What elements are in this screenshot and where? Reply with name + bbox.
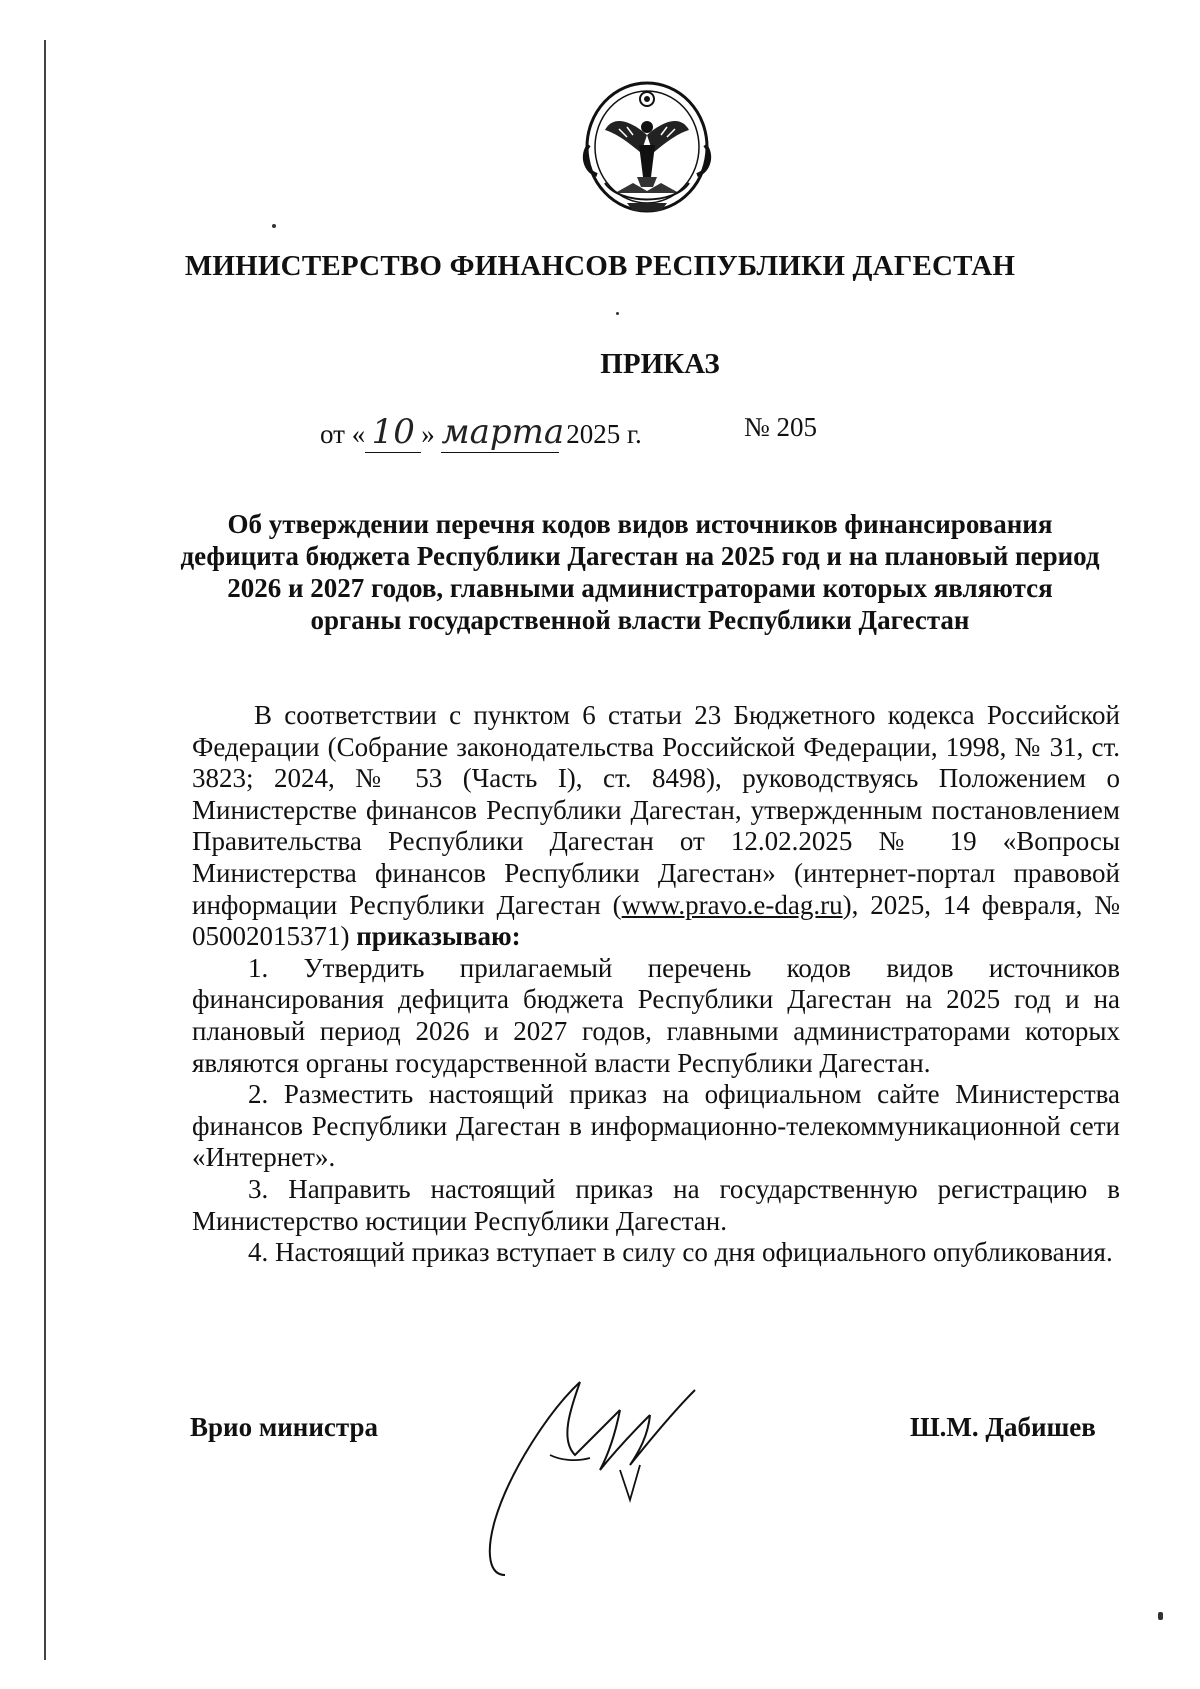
order-item-3: 3. Направить настоящий приказ на государственную регистрацию в Министерство юстиции Республики Дагестан. [192,1173,1120,1236]
order-verb: приказываю: [356,921,521,952]
order-item-2: 2. Разместить настоящий приказ на официальном сайте Министерства финансов Республики Дагестан в информационно-телекоммуникационной сети «Интернет». [192,1079,1120,1173]
preamble-paragraph [192,700,1120,953]
order-title: ПРИКАЗ [600,348,720,380]
date-mid: » [421,419,435,449]
scan-speck [1158,1612,1163,1620]
preamble-text-end: ), 2025, 14 февраля, № 05002015371) [192,889,1121,952]
scan-speck [616,312,619,315]
signatory-post: Врио министра [190,1412,378,1442]
signatory-name: Ш.М. Дабишев [910,1412,1096,1442]
handwritten-day: 10 [365,412,421,453]
handwritten-signature [480,1370,780,1580]
order-number [744,412,817,443]
ministry-title: МИНИСТЕРСТВО ФИНАНСОВ РЕСПУБЛИКИ ДАГЕСТАН [184,250,1016,282]
handwritten-number: 205 [776,412,818,442]
number-label: № [744,412,770,442]
order-body [192,700,1120,1269]
order-item-1: 1. Утвердить прилагаемый перечень кодов видов источников финансирования дефицита бюджета Республики Дагестан на 2025 год и на плановый период 2026 и 2027 годов, главными администраторами которых являются органы государственной власти Республики Дагестан. [192,952,1120,1078]
legal-portal-link[interactable]: www.pravo.e-dag.ru [621,889,843,920]
preamble-text: В соответствии с пунктом 6 статьи 23 Бюджетного кодекса Российской Федерации (Собрание законодательства Российской Федерации, 1998, № 31, ст. 3823; 2024, № 53 (Часть I), ст. 8498), руководствуясь Положением о Министерстве финансов Республики Дагестан, утвержденным постановлением Правительства Республики Дагестан от 12.02.2025 № 19 «Вопросы Министерства финансов Республики Дагестан» (интернет-портал правовой информации Республики Дагестан ( [192,700,1120,920]
order-item-4: 4. Настоящий приказ вступает в силу со дня официального опубликования. [248,1237,1113,1268]
handwritten-month: марта [441,412,565,452]
order-date [320,412,642,453]
date-year: 2025 г. [566,419,642,449]
scan-speck [272,224,276,228]
order-subject-heading: Об утверждении перечня кодов видов источников финансирования дефицита бюджета Республики Дагестан на 2025 год и на плановый период 2026 и 2027 годов, главными администраторами которых являются органы государственной власти Республики Дагестан [180,509,1100,635]
scan-edge-line [44,40,46,1660]
coat-of-arms-emblem [575,75,720,225]
date-prefix: от « [320,419,366,449]
